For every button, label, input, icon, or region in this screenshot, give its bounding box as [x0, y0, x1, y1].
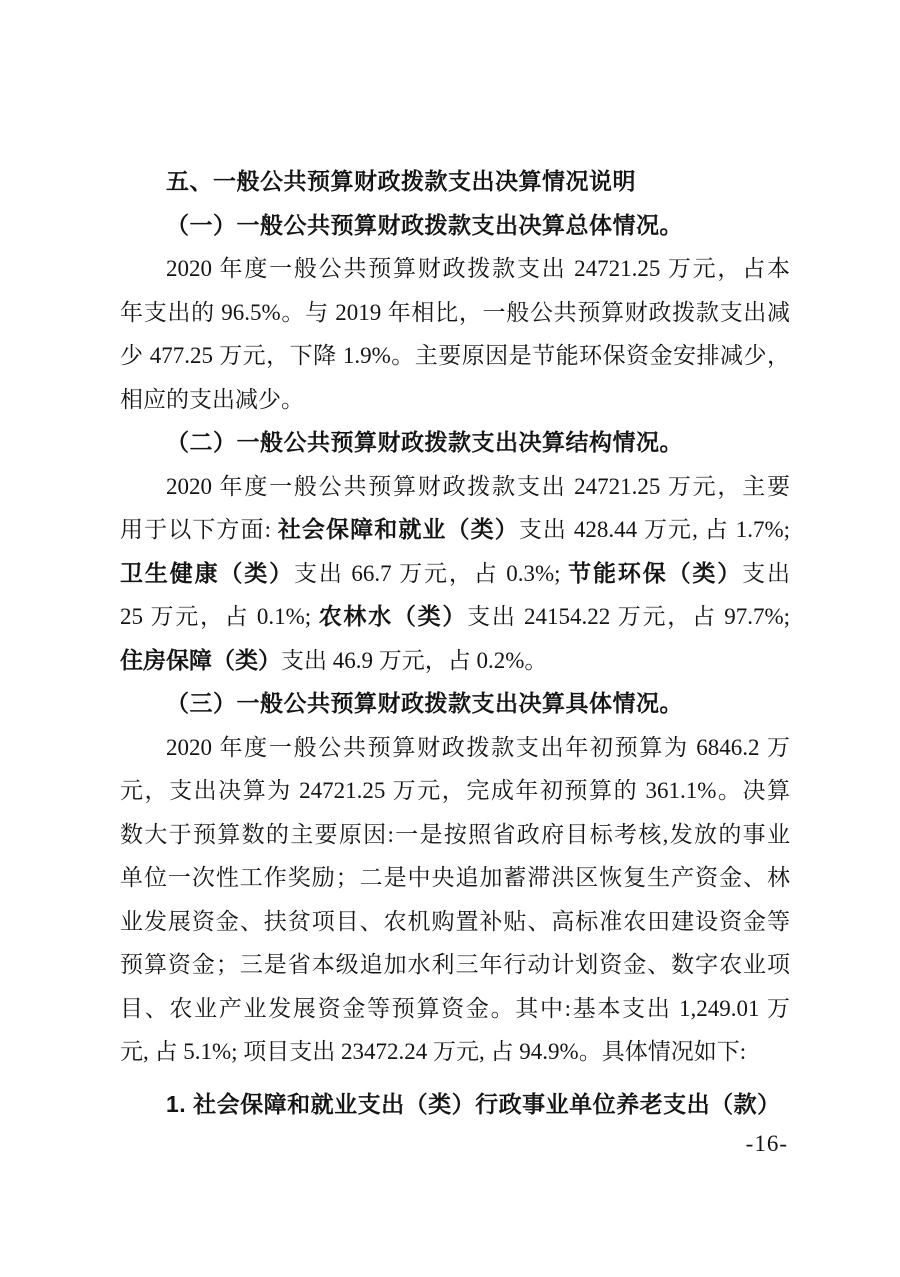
body-line	[120, 508, 790, 552]
body-line	[120, 291, 790, 335]
body-line	[120, 726, 790, 770]
heading-segment: （一）一般公共预算财政拨款支出决算总体情况。	[166, 211, 683, 238]
body-line	[120, 334, 790, 378]
text-segment: 元，支出决算为 24721.25 万元，完成年初预算的 361.1%。决算	[120, 778, 790, 803]
text-segment: 相应的支出减少。	[120, 386, 304, 412]
text-segment: 2020 年度一般公共预算财政拨款支出 24721.25 万元，占本	[166, 256, 790, 281]
body-line	[120, 900, 790, 944]
body-line	[120, 1030, 790, 1074]
text-segment: 单位一次性工作奖励；二是中央追加蓄滞洪区恢复生产资金、林	[120, 865, 790, 890]
heading-segment: （二）一般公共预算财政拨款支出决算结构情况。	[166, 429, 683, 455]
text-segment: 数大于预算数的主要原因:一是按照省政府目标考核,发放的事业	[120, 821, 790, 847]
heading-segment: 1. 社会保障和就业支出（类）行政事业单位养老支出（款）	[166, 1090, 781, 1117]
text-segment: 用于以下方面:	[120, 517, 278, 542]
body-line	[120, 595, 790, 639]
bold-segment: 住房保障（类）	[120, 646, 281, 673]
heading-segment: （三）一般公共预算财政拨款支出决算具体情况。	[166, 690, 683, 716]
body-line	[120, 769, 790, 813]
text-segment: 元, 占 5.1%; 项目支出 23472.24 万元, 占 94.9%。具体情况如下:	[120, 1039, 747, 1064]
body-line	[120, 943, 790, 987]
section-heading	[120, 160, 790, 204]
text-segment: 目、农业产业发展资金等预算资金。其中:基本支出 1,249.01 万	[120, 995, 790, 1021]
body-line	[120, 856, 790, 900]
body-line	[120, 378, 790, 422]
text-segment: 业发展资金、扶贫项目、农机购置补贴、高标准农田建设资金等	[120, 908, 790, 934]
text-segment: 支出 24154.22 万元，占 97.7%;	[467, 604, 790, 629]
text-segment: 支出	[742, 560, 790, 586]
bold-segment: 卫生健康（类）	[120, 559, 295, 586]
text-segment: 2020 年度一般公共预算财政拨款支出 24721.25 万元，主要	[166, 473, 790, 499]
page-number: -16-	[745, 1131, 788, 1156]
heading-segment: 五、一般公共预算财政拨款支出决算情况说明	[166, 168, 636, 194]
sub-heading-2	[120, 421, 790, 465]
text-segment: 25 万元，占 0.1%;	[120, 604, 319, 629]
body-line	[120, 987, 790, 1031]
bold-segment: 农林水（类）	[318, 603, 468, 629]
text-segment: 支出 46.9 万元，占 0.2%。	[281, 647, 548, 673]
body-line	[120, 813, 790, 857]
body-line	[120, 552, 790, 596]
text-segment: 2020 年度一般公共预算财政拨款支出年初预算为 6846.2 万	[166, 734, 790, 760]
numbered-sub-heading	[120, 1083, 790, 1127]
text-segment: 少 477.25 万元，下降 1.9%。主要原因是节能环保资金安排减少，	[120, 343, 790, 368]
text-segment: 年支出的 96.5%。与 2019 年相比，一般公共预算财政拨款支出减	[120, 299, 790, 325]
text-segment: 支出 428.44 万元, 占 1.7%;	[518, 517, 790, 542]
sub-heading-3	[120, 682, 790, 726]
text-block	[120, 160, 790, 1126]
body-line	[120, 247, 790, 291]
body-line	[120, 465, 790, 509]
bold-segment: 节能环保（类）	[568, 559, 743, 586]
text-segment: 预算资金；三是省本级追加水利三年行动计划资金、数字农业项	[120, 952, 790, 977]
sub-heading-1	[120, 204, 790, 248]
bold-segment: 社会保障和就业（类）	[277, 516, 519, 542]
body-line	[120, 639, 790, 683]
text-segment: 支出 66.7 万元，占 0.3%;	[294, 560, 569, 586]
